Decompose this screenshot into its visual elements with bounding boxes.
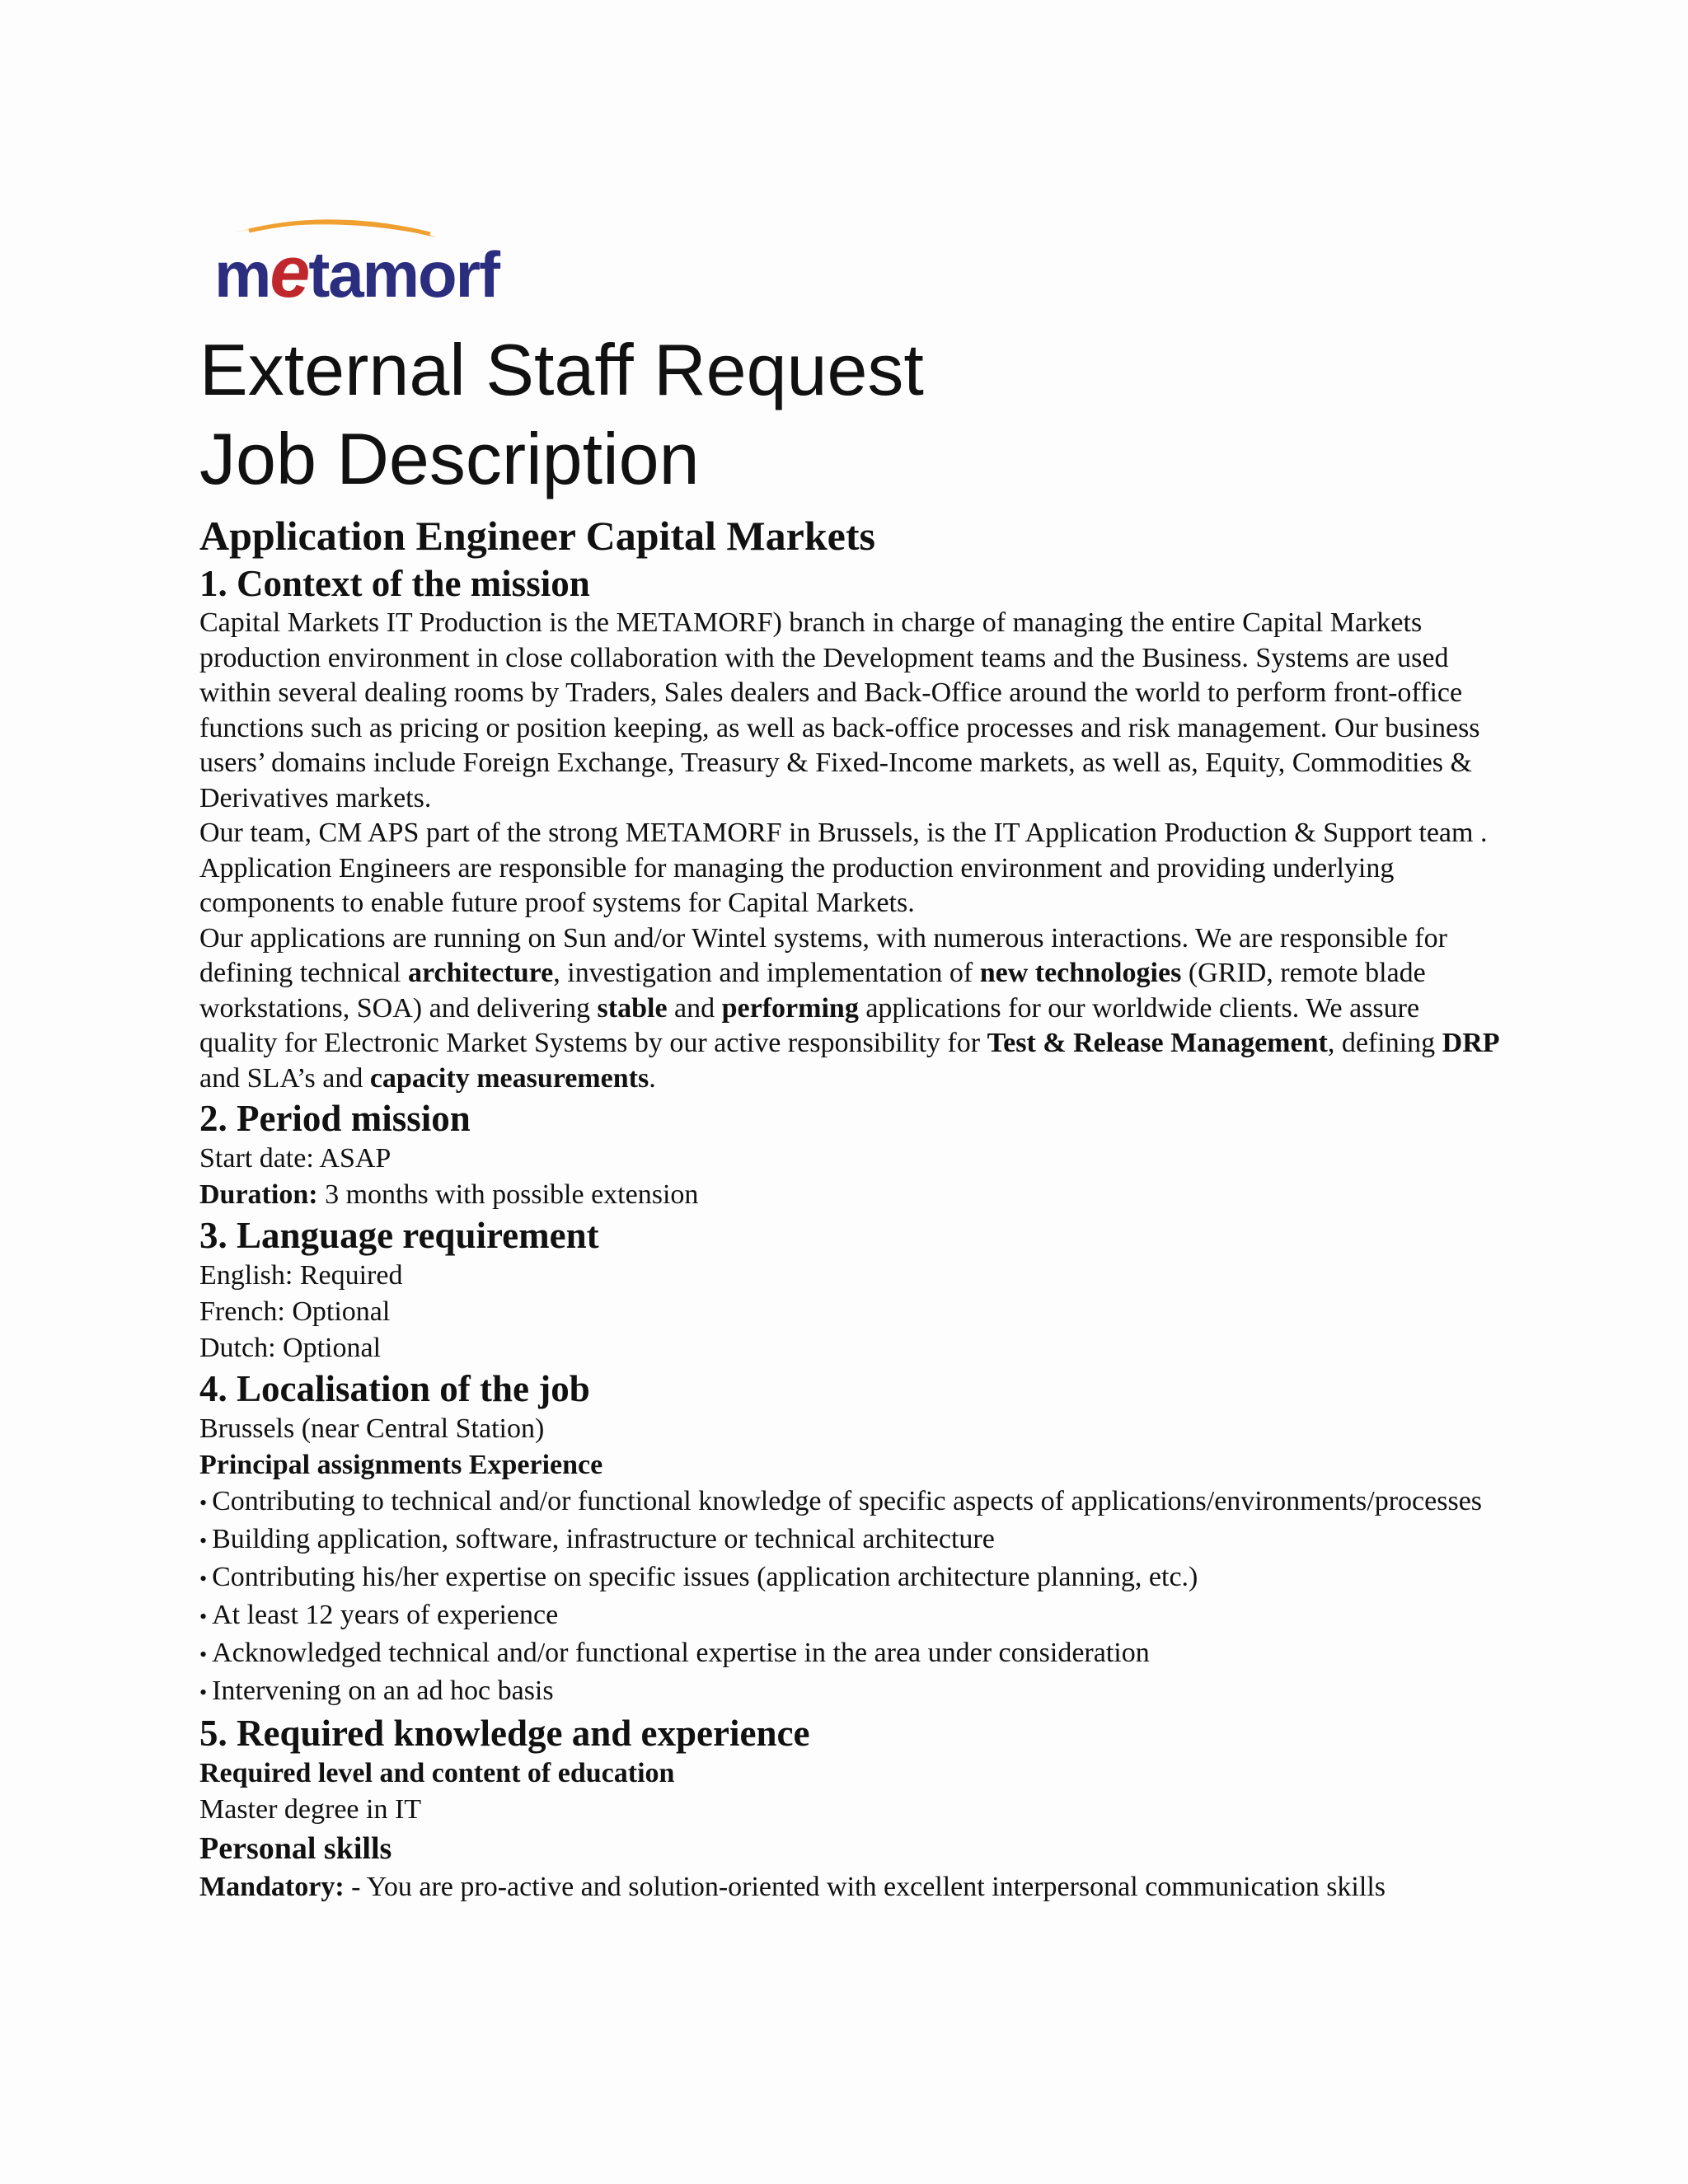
education-value: Master degree in IT — [199, 1794, 422, 1825]
list-item: • Building application, software, infrastructure or technical architecture — [199, 1521, 1502, 1559]
metamorf-logo — [199, 206, 499, 317]
section4-heading: 4. Localisation of the job — [199, 1368, 590, 1409]
language-dutch: Dutch: Optional — [199, 1333, 382, 1363]
document-page — [199, 206, 1502, 1905]
section1-heading: 1. Context of the mission — [199, 563, 590, 604]
language-french: French: Optional — [199, 1296, 391, 1327]
section3-heading: 3. Language requirement — [199, 1215, 599, 1256]
section1-paragraph1: Capital Markets IT Production is the METAMORF) branch in charge of managing the entire Capital Markets production environment in close collaboration with the Development teams and the Business. Systems are used within several dealing rooms by Traders, Sales dealers and Back-Office around the world to perform front-office functions such as pricing or position keeping, as well as back-office processes and risk management. Our business users’ domains include Foreign Exchange, Treasury & Fixed-Income markets, as well as, Equity, Commodities & Derivatives markets. — [199, 607, 1480, 813]
list-item: • Intervening on an ad hoc basis — [199, 1673, 1502, 1711]
document-title-line2: Job Description — [199, 418, 700, 499]
education-heading: Required level and content of education — [199, 1758, 675, 1788]
mandatory-skills: Mandatory: - You are pro-active and solution-oriented with excellent interpersonal communication skills — [199, 1872, 1386, 1902]
personal-skills-heading: Personal skills — [199, 1831, 392, 1866]
start-date: Start date: ASAP — [199, 1143, 392, 1174]
list-item: • Acknowledged technical and/or functional expertise in the area under consideration — [199, 1635, 1502, 1673]
list-item: • Contributing to technical and/or functional knowledge of specific aspects of applications/environments/processes — [199, 1483, 1502, 1521]
section5-heading: 5. Required knowledge and experience — [199, 1713, 810, 1754]
section1-paragraph2: Our team, CM APS part of the strong METAMORF in Brussels, is the IT Application Production & Support team . Application Engineers are responsible for managing the production environment and providing underlying components to enable future proof systems for Capital Markets. — [199, 818, 1488, 918]
document-title-line1: External Staff Request — [199, 329, 924, 410]
section2-heading: 2. Period mission — [199, 1098, 471, 1139]
list-item: • Contributing his/her expertise on specific issues (application architecture planning, etc.) — [199, 1559, 1502, 1597]
job-location: Brussels (near Central Station) — [199, 1413, 545, 1444]
assignments-heading: Principal assignments Experience — [199, 1450, 603, 1480]
job-title: Application Engineer Capital Markets — [199, 513, 875, 559]
section1-paragraph3: Our applications are running on Sun and/or Wintel systems, with numerous interactions. We are responsible for defining technical architecture, investigation and implementation of new technologies (GRID, remote blade workstations, SOA) and delivering stable and performing applications for our worldwide clients. We assure quality for Electronic Market Systems by our active responsibility for Test & Release Management, defining DRP and SLA’s and capacity measurements. — [199, 922, 1500, 1094]
language-english: English: Required — [199, 1260, 403, 1291]
assignments-list — [199, 1483, 1502, 1711]
logo-wordmark: metamorf — [214, 231, 499, 312]
duration: Duration: 3 months with possible extension — [199, 1179, 699, 1210]
list-item: • At least 12 years of experience — [199, 1597, 1502, 1635]
